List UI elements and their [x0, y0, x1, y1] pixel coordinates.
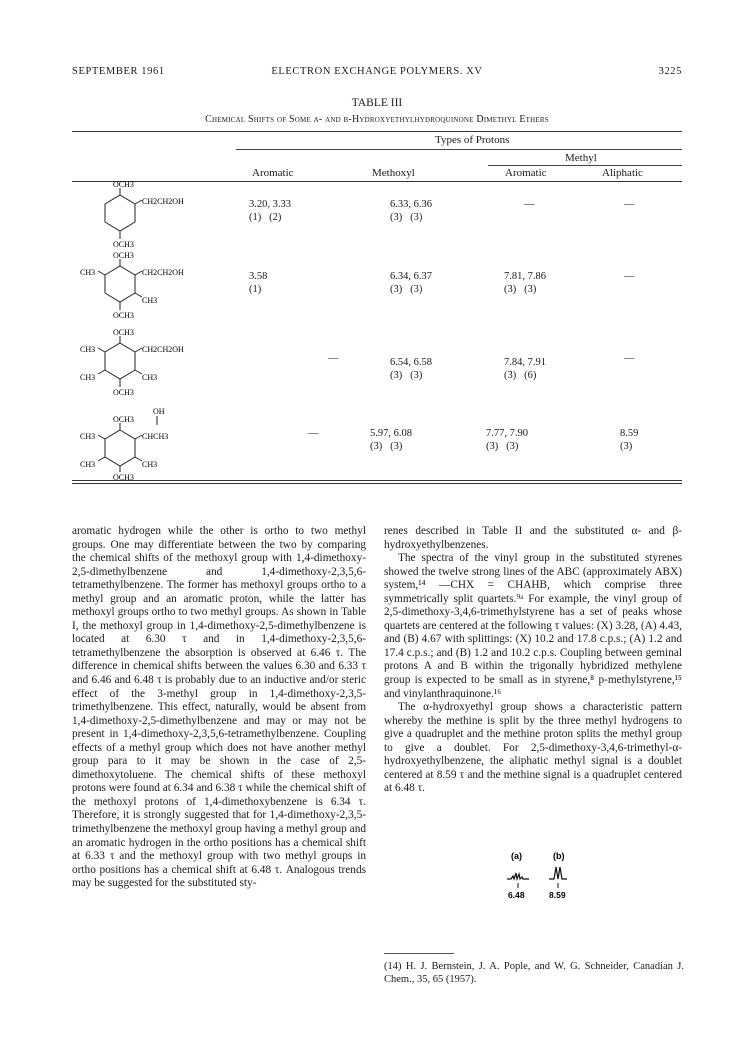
col-methyl-aliphatic-header: Aliphatic: [602, 167, 643, 179]
svg-text:OCH3: OCH3: [113, 473, 134, 482]
svg-text:OCH3: OCH3: [113, 251, 134, 260]
svg-text:OH: OH: [153, 407, 165, 416]
doublet-trace: [549, 867, 567, 879]
col-aromatic-header: Aromatic: [252, 167, 294, 179]
svg-text:CH3: CH3: [80, 373, 96, 382]
structure-row-3: [80, 328, 230, 401]
svg-text:OCH3: OCH3: [113, 388, 134, 397]
structure-row-4: [80, 406, 230, 482]
row-2-methyl-aliphatic: —: [624, 271, 635, 282]
row-2-methyl-aromatic: 7.81, 7.86 (3) (3): [504, 271, 546, 295]
table-title: TABLE III: [351, 97, 403, 109]
running-head-title: ELECTRON EXCHANGE POLYMERS. XV: [271, 66, 483, 77]
row-4-methyl-aliphatic: 8.59 (3): [620, 428, 639, 452]
benzene-ring-icon: [80, 328, 230, 401]
row-2-methoxyl: 6.34, 6.37 (3) (3): [390, 271, 432, 295]
paragraph: The spectra of the vinyl group in the substituted styrenes showed the twelve strong lines of the ABC (approximately ABX) system,¹⁴ —CHX = CHAHB, which comprise three symmetrically split quartets.⁹ᵃ For example, the vinyl group of 2,5-dimethoxy-3,4,6-trimethylstyrene has a set of peaks whose quartets are centered at the following τ values: (X) 3.28, (A) 4.43, and (B) 4.67 with splittings: (X) 10.2 and 17.8 c.p.s.; (A) 1.2 and 17.4 c.p.s.; and (B) 1.2 and 10.2 c.p.s. Coupling between geminal protons A and B within the trigonally hybridized methylene group is expected to be small as in styrene,⁸ p-methylstyrene,¹⁵ and vinylanthraquinone.¹⁶: [384, 552, 682, 700]
svg-text:OCH3: OCH3: [113, 415, 134, 424]
svg-text:CH3: CH3: [142, 373, 158, 382]
svg-text:CH2CH2OH: CH2CH2OH: [142, 268, 184, 277]
left-column: [72, 525, 366, 891]
footnote-rule: [384, 953, 454, 954]
benzene-ring-icon: [80, 406, 230, 482]
group-header-rule: [236, 149, 682, 150]
right-column: [384, 525, 682, 796]
spectrum-label-b: (b): [553, 851, 565, 861]
quadruplet-trace: [507, 873, 529, 879]
row-4-methyl-aromatic: 7.77, 7.90 (3) (3): [486, 428, 528, 452]
header-bottom-rule: [72, 181, 682, 182]
spectrum-value-a: 6.48: [508, 890, 525, 900]
svg-text:CH2CH2OH: CH2CH2OH: [142, 345, 184, 354]
svg-text:OCH3: OCH3: [113, 328, 134, 337]
svg-text:CH3: CH3: [80, 460, 96, 469]
substituent-top: OCH3: [113, 180, 134, 189]
row-4-methoxyl: 5.97, 6.08 (3) (3): [370, 428, 412, 452]
row-1-methoxyl: 6.33, 6.36 (3) (3): [390, 199, 432, 223]
running-head-date: SEPTEMBER 1961: [72, 66, 165, 77]
paragraph: The α-hydroxyethyl group shows a characteristic pattern whereby the methine is split by the three methyl hydrogens to give a quadruplet and the methine proton splits the methyl group to give a doublet. For 2,5-dimethoxy-3,4,6-trimethyl-α-hydroxyethylbenzene, the aliphatic methyl signal is a doublet centered at 8.59 τ and the methine signal is a quadruplet centered at 6.48 τ.: [384, 701, 682, 795]
paragraph: renes described in Table II and the substituted α- and β-hydroxyethylbenzenes.: [384, 525, 682, 551]
row-3-aromatic: —: [328, 353, 339, 364]
spectrum-label-a: (a): [511, 851, 522, 861]
row-1-aromatic: 3.20, 3.33 (1) (2): [249, 199, 291, 223]
substituent-bottom: OCH3: [113, 240, 134, 249]
paragraph: aromatic hydrogen while the other is ortho to two methyl groups. One may differentiate between the two by comparing the chemical shifts of the methoxyl group with 1,4-dimethoxy-2,5-dimethylbenzene and 1,4-dimethoxy-2,3,5,6-tetramethylbenzene. The former has methoxyl groups ortho to a methyl group and an aromatic proton, while the latter has methoxyl groups ortho to two methyl groups. As shown in Table I, the methoxyl group in 1,4-dimethoxy-2,5-dimethylbenzene is located at 6.30 τ and in 1,4-dimethoxy-2,3,5,6-tetramethylbenzene the absorption is observed at 6.46 τ. The difference in chemical shifts between the values 6.30 and 6.33 τ and 6.46 and 6.48 τ is probably due to an inductive and/or steric effect of the 3-methyl group in 1,4-dimethoxy-2,3,5-trimethylbenzene. This effect, naturally, would be absent from 1,4-dimethoxy-2,5-dimethylbenzene and may or may not be present in 1,4-dimethoxy-2,3,5,6-tetramethylbenzene. Coupling effects of a methyl group which does not have another methyl group para to it may be shown in the case of 2,5-dimethoxytoluene. The chemical shifts of these methoxyl protons were found at 6.34 and 6.38 τ while the chemical shift of the methoxyl protons of 1,4-dimethoxybenzene is 6.34 τ. Therefore, it is strongly suggested that for 1,4-dimethoxy-2,3,5-trimethylbenzene the methoxyl group having a methyl group and an aromatic hydrogen in the ortho positions has a chemical shift at 6.33 τ and the methoxyl group with two methyl groups in ortho positions has a chemical shift at 6.48 τ. Analogous trends may be suggested for the substituted sty-: [72, 525, 366, 890]
row-4-aromatic: —: [308, 428, 319, 439]
running-head: [72, 66, 682, 80]
benzene-ring-icon: [80, 180, 230, 253]
svg-text:CHCH3: CHCH3: [142, 432, 169, 441]
row-1-methyl-aliphatic: —: [624, 199, 635, 210]
spectrum-value-b: 8.59: [549, 890, 566, 900]
col-methyl-aromatic-header: Aromatic: [505, 167, 547, 179]
substituent-side-chain: CH2CH2OH: [142, 197, 184, 206]
row-1-methyl-aromatic: —: [524, 199, 535, 210]
svg-text:CH3: CH3: [142, 296, 158, 305]
col-methoxyl-header: Methoxyl: [372, 167, 415, 179]
types-of-protons-header: Types of Protons: [435, 134, 510, 146]
svg-text:CH3: CH3: [80, 432, 96, 441]
row-3-methyl-aromatic: 7.84, 7.91 (3) (6): [504, 357, 546, 381]
svg-text:CH3: CH3: [142, 460, 158, 469]
table-caption: Chemical Shifts of Some α- and β-Hydroxyethylhydroquinone Dimethyl Ethers: [205, 114, 549, 125]
row-3-methoxyl: 6.54, 6.58 (3) (3): [390, 357, 432, 381]
svg-text:CH3: CH3: [80, 345, 96, 354]
table-bottom-rule: [72, 480, 682, 481]
methyl-header: Methyl: [565, 152, 597, 164]
structure-row-2: [80, 251, 230, 324]
page-number: 3225: [658, 66, 682, 77]
row-3-methyl-aliphatic: —: [624, 353, 635, 364]
benzene-ring-icon: [80, 251, 230, 324]
methyl-header-rule: [488, 165, 682, 166]
svg-text:CH3: CH3: [80, 268, 96, 277]
structure-row-1: [80, 180, 230, 253]
svg-text:OCH3: OCH3: [113, 311, 134, 320]
table-top-rule: [72, 131, 682, 132]
row-2-aromatic: 3.58 (1): [249, 271, 268, 295]
table-bottom-rule-double: [72, 483, 682, 484]
footnote: (14) H. J. Bernstein, J. A. Pople, and W. G. Schneider, Canadian J. Chem., 35, 65 (1957).: [384, 961, 684, 985]
nmr-spectrum-figure: [505, 849, 605, 901]
